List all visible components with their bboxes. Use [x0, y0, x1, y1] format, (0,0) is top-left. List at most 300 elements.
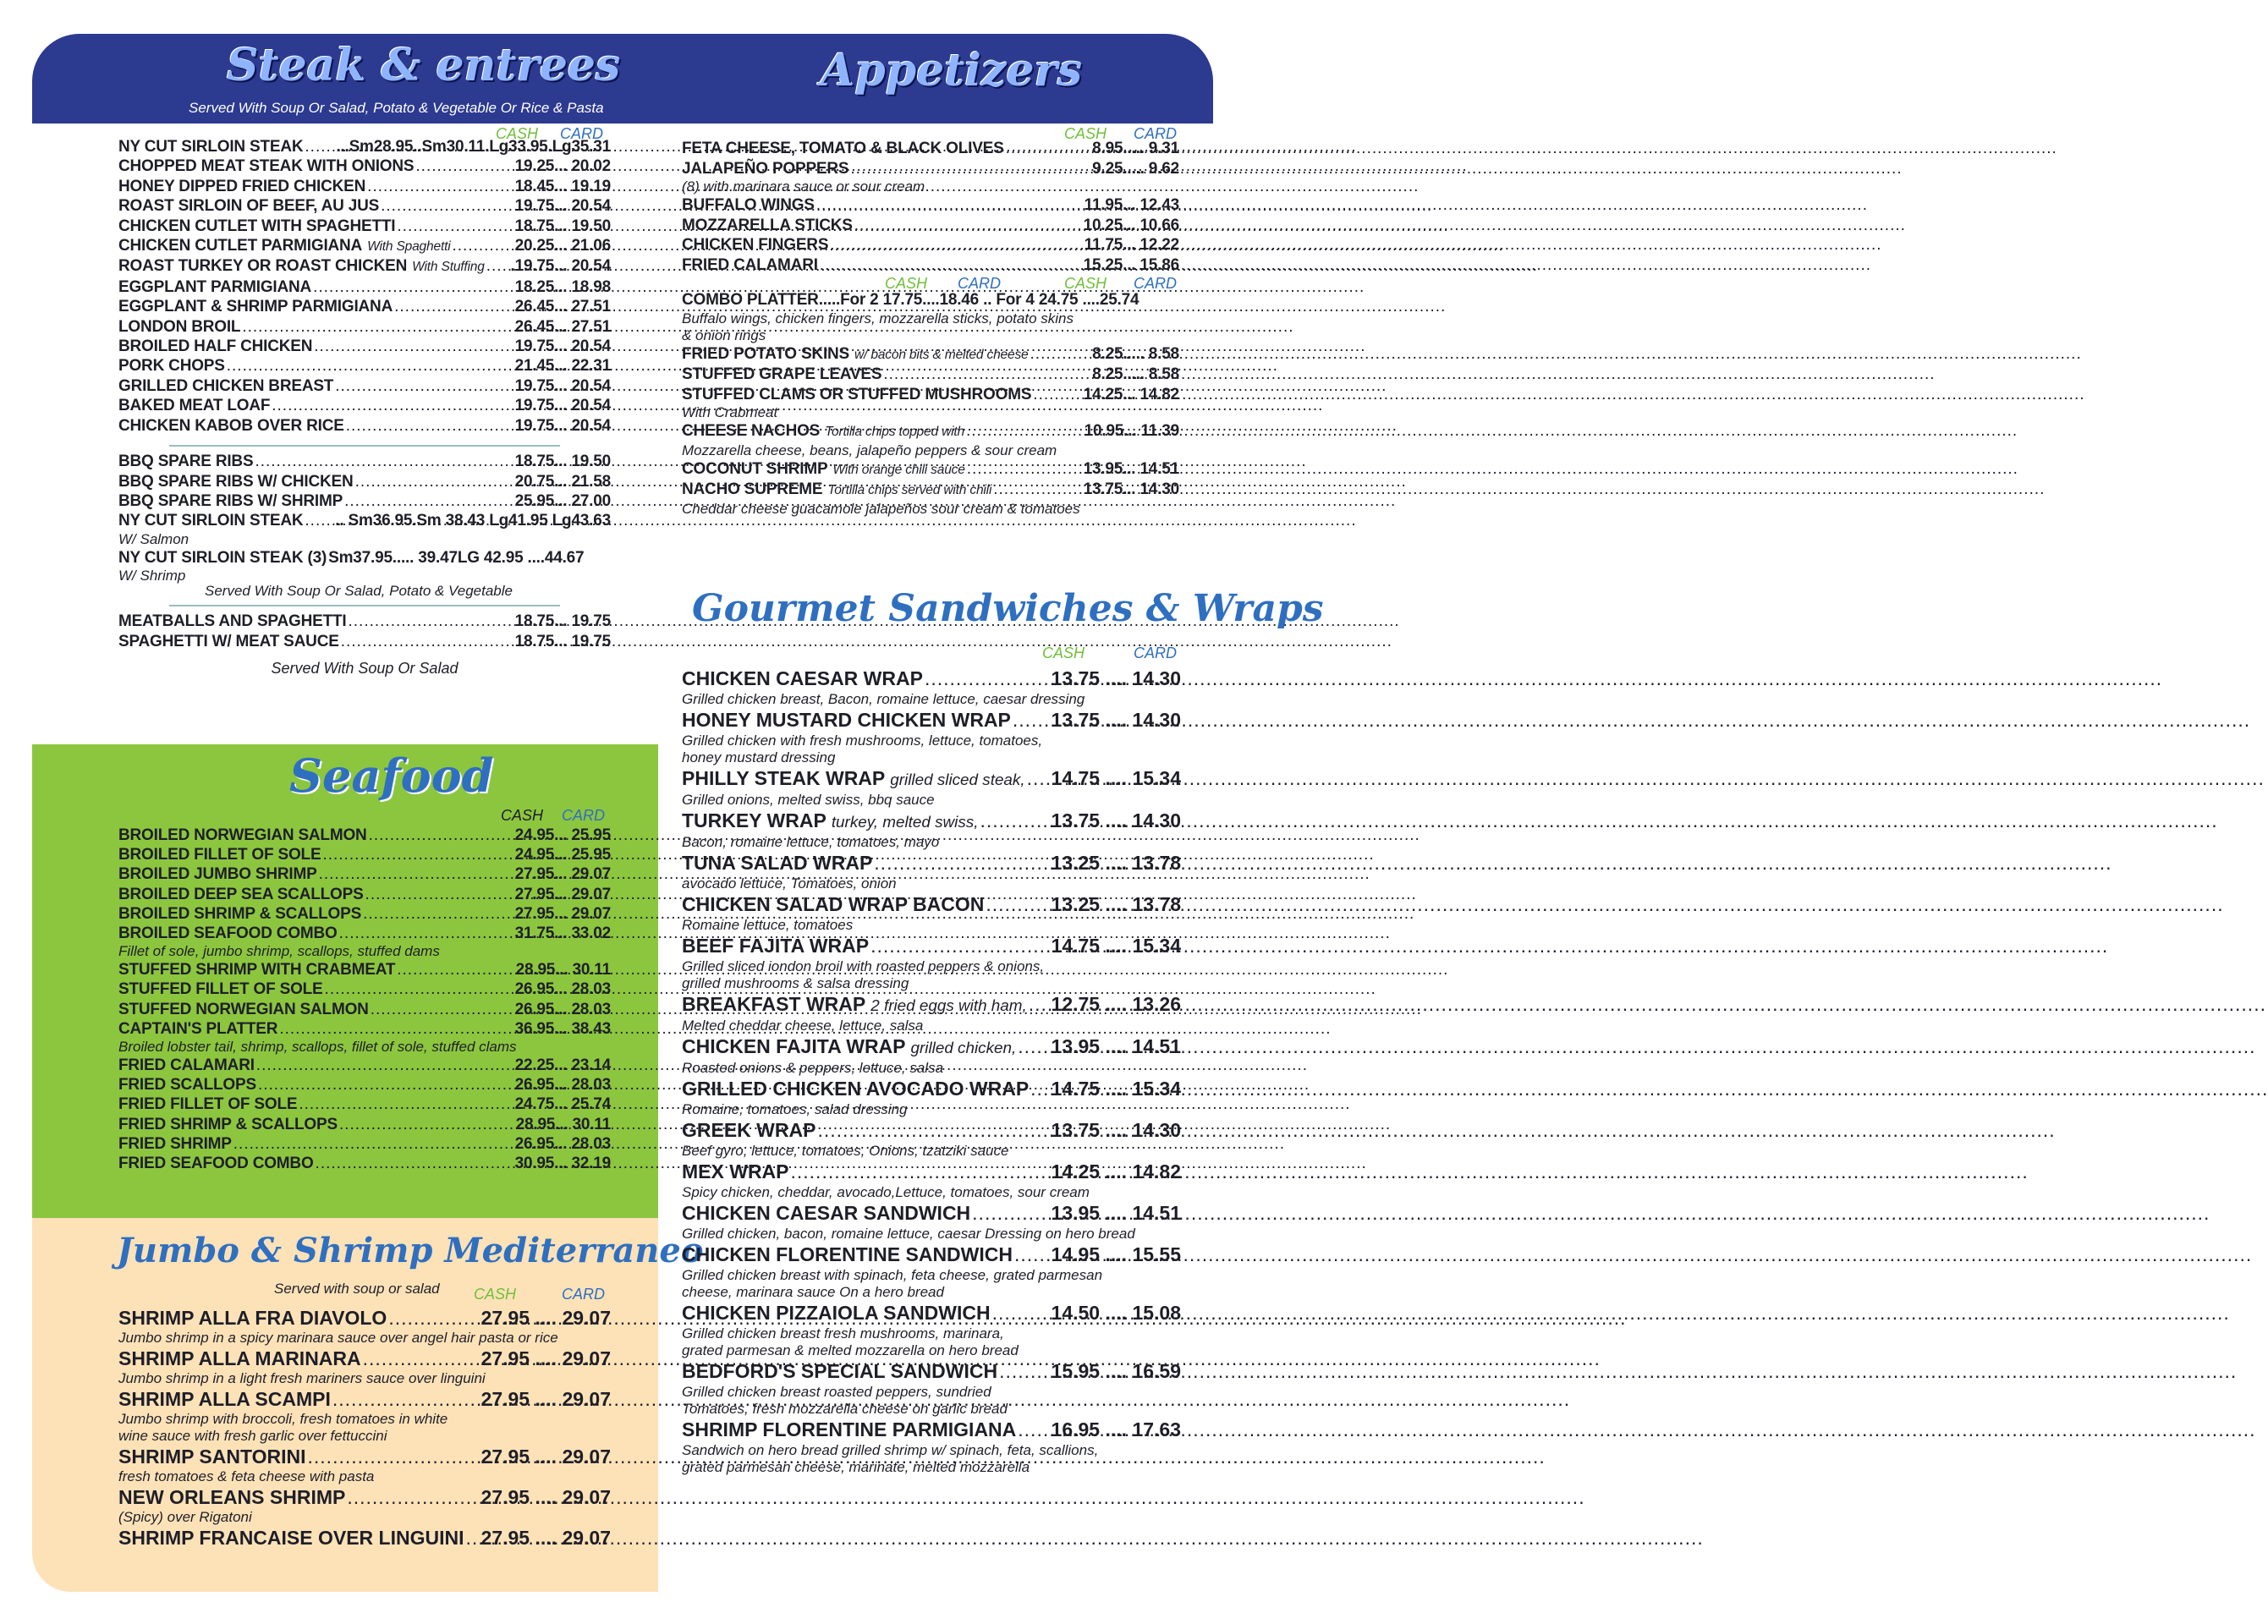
item-price: 15.25... 15.86 [1083, 255, 1179, 274]
item-price: 24.95... 25.95 [514, 846, 611, 864]
item-name: CAPTAIN'S PLATTER [118, 1019, 278, 1038]
item-price: 15.95 .... 16.59 [1051, 1360, 1181, 1382]
menu-item [118, 1115, 611, 1134]
item-price: 10.25... 10.66 [1083, 216, 1179, 234]
appetizers-group-4 [682, 459, 1179, 501]
steak-entrees-subtitle: Served With Soup Or Salad, Potato & Vegetable Or Rice & Pasta [189, 100, 604, 116]
leader-dots [854, 216, 1082, 236]
menu-item [682, 459, 1179, 480]
appetizers-group-3 [682, 344, 1179, 405]
leader-dots [993, 480, 1081, 500]
leader-dots [967, 459, 1082, 480]
menu-item [118, 632, 611, 651]
item-name: CHICKEN CUTLET PARMIGIANA [118, 237, 363, 255]
leader-dots [1030, 344, 1091, 365]
menu-item [682, 216, 1179, 236]
item-price: 13.95 .... 14.51 [1051, 1202, 1181, 1224]
item-price: 10.95... 11.39 [1084, 422, 1179, 440]
leader-dots [299, 1095, 513, 1114]
menu-item [682, 1160, 1181, 1184]
item-name: BBQ SPARE RIBS W/ SHRIMP [118, 491, 343, 510]
menu-item [682, 766, 1181, 792]
item-price: 26.45... 27.51 [514, 317, 611, 336]
item-note: w/ bacon bits & melted cheese [854, 347, 1029, 362]
appetizers-title: Appetizers [821, 45, 1083, 96]
cash-label: CASH [496, 125, 539, 142]
item-price: 13.75 .... 14.30 [1051, 809, 1181, 831]
cash-label: CASH [1042, 645, 1085, 661]
leader-dots [397, 217, 513, 236]
item-price: 30.95... 32.19 [514, 1155, 611, 1173]
item-note: Tortilla chips served with chili [827, 483, 992, 497]
leader-dots [325, 979, 513, 999]
header-banner [32, 34, 1213, 123]
menu-item [682, 851, 1181, 875]
item-price: 27.95 .... 29.07 [481, 1446, 611, 1468]
menu-item [682, 667, 1181, 691]
item-description: Jumbo shrimp in a light fresh mariners sauce over linguini [118, 1370, 486, 1386]
item-description: With Crabmeat [682, 404, 778, 420]
menu-item [118, 1347, 611, 1370]
seafood-section [118, 807, 611, 1173]
leader-dots [227, 356, 513, 376]
leader-dots [335, 376, 513, 396]
item-description: Grilled chicken breast with spinach, feta cheese, grated parmesan [682, 1267, 1103, 1283]
menu-item [682, 892, 1181, 917]
item-price: 14.75 .... 15.34 [1051, 1078, 1181, 1100]
item-price: 9.25..... 9.62 [1092, 159, 1179, 178]
steak-group-1 [118, 137, 611, 436]
item-price: 27.95... 29.07 [514, 885, 611, 903]
leader-dots [255, 452, 513, 471]
item-price: 13.95... 14.51 [1083, 459, 1179, 478]
item-description: Grilled chicken breast fresh mushrooms, marinara, [682, 1325, 1004, 1341]
item-name: HONEY MUSTARD CHICKEN WRAP [682, 709, 1011, 731]
menu-item [118, 885, 611, 904]
item-name: SHRIMP FRANCAISE OVER LINGUINI [118, 1527, 464, 1549]
item-name: ROAST TURKEY OR ROAST CHICKEN [118, 257, 408, 276]
leader-dots [369, 826, 513, 845]
item-name: STUFFED NORWEGIAN SALMON [118, 1000, 369, 1018]
menu-item [118, 1000, 611, 1019]
item-price: ...Sm28.95..Sm30.11.Lg33.95.Lg35.31 [336, 138, 611, 156]
item-price: 26.95... 28.03 [514, 980, 611, 999]
item-price: 18.75... 19.75 [514, 632, 611, 650]
price-header [118, 125, 611, 142]
leader-dots [363, 904, 513, 924]
menu-item [682, 1243, 1181, 1267]
item-description: Mozzarella cheese, beans, jalapeño peppers & sour cream [682, 442, 1057, 458]
menu-item [118, 1526, 611, 1550]
leader-dots [258, 1075, 513, 1095]
item-price: 26.95... 28.03 [514, 1076, 611, 1095]
leader-dots [883, 365, 1090, 385]
menu-item [682, 1418, 1181, 1442]
seafood-group-1 [118, 826, 611, 943]
item-name: SPAGHETTI W/ MEAT SAUCE [118, 632, 339, 650]
item-description: Tomatoes, fresh mozzarella cheese on garlic bread [682, 1401, 1008, 1417]
item-name: SHRIMP ALLA SCAMPI [118, 1388, 331, 1410]
leader-dots [1014, 1243, 1050, 1267]
leader-dots [972, 1201, 1049, 1226]
item-name: NY CUT SIRLOIN STEAK (3) [118, 548, 327, 567]
item-name: BEEF FAJITA WRAP [682, 935, 870, 957]
menu-item [118, 548, 611, 568]
price-header [118, 807, 611, 824]
menu-item [682, 1077, 1181, 1101]
menu-item [682, 255, 1179, 276]
item-description: Grilled chicken with fresh mushrooms, lettuce, tomatoes, [682, 732, 1043, 749]
menu-item [118, 511, 611, 530]
seafood-group-3 [118, 1056, 611, 1173]
item-description: Grilled sliced iondon broil with roasted peppers & onions, [682, 958, 1045, 974]
item-price: 27.95 .... 29.07 [481, 1307, 611, 1329]
menu-item [118, 177, 611, 196]
steak-entrees-title: Steak & entrees [227, 40, 621, 91]
item-description: Grilled chicken, bacon, romaine lettuce, caesar Dressing on hero bread [682, 1226, 1135, 1242]
leader-dots [1027, 766, 1050, 791]
card-label: CARD [1134, 275, 1178, 292]
item-name: FRIED SEAFOOD COMBO [118, 1155, 314, 1173]
leader-dots [870, 934, 1049, 958]
menu-item [118, 1019, 611, 1039]
item-note: grilled sliced steak, [890, 771, 1025, 788]
item-price: .....For 2 17.75....18.46 .. For 4 24.75 ....25.74 [818, 291, 1139, 309]
price-header [682, 125, 1179, 142]
item-description: cheese, marinara sauce On a hero bread [682, 1284, 944, 1300]
served-note: Served With Soup Or Salad, Potato & Vegetable [205, 583, 513, 600]
menu-item [682, 344, 1179, 365]
seafood-group-2 [118, 960, 611, 1039]
item-price: 27.95 .... 29.07 [481, 1527, 611, 1549]
served-note: Served With Soup Or Salad [271, 659, 459, 677]
item-description: Jumbo shrimp in a spicy marinara sauce over angel hair pasta or rice [118, 1330, 558, 1346]
leader-dots [272, 396, 513, 415]
menu-item [682, 1118, 1181, 1143]
item-name: CHOPPED MEAT STEAK WITH ONIONS [118, 157, 415, 176]
menu-item [682, 708, 1181, 732]
menu-item [118, 1485, 611, 1509]
item-name: PHILLY STEAK WRAP [682, 767, 886, 789]
item-description: Beef gyro, lettuce, tomatoes, Onions, tzatziki sauce [682, 1143, 1009, 1159]
menu-item [682, 1034, 1181, 1060]
item-price: 26.95... 28.03 [514, 1000, 611, 1018]
item-name: BROILED JUMBO SHRIMP [118, 865, 317, 884]
item-price: 8.25..... 8.58 [1092, 365, 1179, 383]
item-price: 11.95... 12.43 [1084, 196, 1179, 214]
item-description: & onion rings [682, 326, 766, 343]
leader-dots [817, 1118, 1049, 1143]
item-price: 14.95 .... 15.55 [1051, 1243, 1181, 1265]
item-name: NY CUT SIRLOIN STEAK [118, 138, 304, 156]
leader-dots [820, 255, 1082, 276]
leader-dots [344, 491, 513, 511]
cash-label: CASH [474, 1286, 517, 1303]
item-price: 8.95..... 9.31 [1092, 140, 1179, 157]
card-label: CARD [562, 807, 606, 824]
item-note: 2 fried eggs with ham, [870, 996, 1027, 1014]
item-name: CHICKEN CAESAR SANDWICH [682, 1202, 971, 1224]
item-name: CHICKEN FAJITA WRAP [682, 1035, 906, 1057]
leader-dots [980, 809, 1049, 833]
menu-item [118, 1387, 611, 1411]
item-price: 13.75 .... 14.30 [1051, 667, 1181, 689]
item-name: CHICKEN CUTLET WITH SPAGHETTI [118, 217, 396, 235]
item-price: 28.95... 30.11 [515, 1115, 611, 1133]
leader-dots [346, 416, 513, 436]
leader-dots [305, 511, 333, 530]
item-name: COMBO PLATTER [682, 291, 819, 309]
item-note: Tortilla chips topped with [825, 425, 964, 439]
item-name: SHRIMP ALLA FRA DIAVOLO [118, 1307, 387, 1329]
leader-dots [341, 632, 513, 651]
item-name: EGGPLANT PARMIGIANA [118, 277, 312, 296]
item-price: 13.25 .... 13.78 [1051, 893, 1181, 915]
item-name: GREEK WRAP [682, 1119, 816, 1141]
cash-label: CASH [1064, 275, 1107, 292]
menu-item [682, 1201, 1181, 1226]
item-name: COCONUT SHRIMP [682, 459, 828, 478]
leader-dots [363, 1347, 480, 1370]
leader-dots [992, 1301, 1050, 1325]
menu-item [118, 826, 611, 845]
item-note: grilled chicken, [910, 1039, 1017, 1056]
menu-item [682, 1359, 1181, 1384]
leader-dots [874, 851, 1049, 875]
item-description: honey mustard dressing [682, 749, 836, 765]
item-name: CHICKEN PIZZAIOLA SANDWICH [682, 1302, 991, 1324]
leader-dots [355, 472, 513, 491]
item-name: STUFFED CLAMS OR STUFFED MUSHROOMS [682, 385, 1032, 403]
leader-dots [381, 196, 513, 216]
menu-item [682, 480, 1179, 501]
menu-item [682, 159, 1179, 179]
item-description: avocado lettuce, Tomatoes, onion [682, 875, 897, 892]
menu-item [118, 472, 611, 491]
item-price: 36.95... 38.43 [514, 1019, 611, 1038]
item-description: Broiled lobster tail, shrimp, scallops, fillet of sole, stuffed clams [118, 1039, 517, 1056]
menu-item [118, 1075, 611, 1095]
leader-dots [966, 421, 1083, 442]
item-name: SHRIMP FLORENTINE PARMIGIANA [682, 1418, 1017, 1440]
item-description: (Spicy) over Rigatoni [118, 1509, 252, 1525]
menu-item [118, 452, 611, 471]
leader-dots [314, 337, 513, 356]
menu-item [682, 1301, 1181, 1325]
leader-dots [279, 1019, 513, 1039]
item-price: 27.95... 29.07 [514, 865, 611, 884]
menu-item [118, 356, 611, 376]
menu-item [118, 217, 611, 236]
item-name: BEDFORD'S SPECIAL SANDWICH [682, 1360, 998, 1382]
steak-entrees-section [118, 125, 611, 678]
price-header [682, 645, 1181, 665]
item-price: 14.50 .... 15.08 [1051, 1302, 1181, 1324]
item-name: BUFFALO WINGS [682, 196, 815, 214]
sandwiches-wraps-title: Gourmet Sandwiches & Wraps [692, 587, 1324, 630]
leader-dots [850, 159, 1090, 179]
item-name: MEATBALLS AND SPAGHETTI [118, 612, 347, 631]
leader-dots [388, 1306, 479, 1330]
item-price: 14.25... 14.82 [1083, 385, 1179, 403]
item-name: CHICKEN CAESAR WRAP [682, 667, 923, 689]
item-price: 14.75 .... 15.34 [1051, 767, 1181, 789]
item-description: (8) with marinara sauce or sour cream [682, 178, 925, 195]
leader-dots [486, 256, 509, 276]
item-price: 13.95 .... 14.51 [1051, 1035, 1181, 1057]
menu-item [118, 236, 611, 256]
leader-dots [1018, 1418, 1049, 1442]
menu-item [118, 196, 611, 216]
item-price: 13.75 .... 14.30 [1051, 709, 1181, 731]
item-note: With Spaghetti [367, 239, 451, 255]
item-description: Buffalo wings, chicken fingers, mozzarella sticks, potato skins [682, 310, 1074, 326]
item-price: 11.75... 12.22 [1084, 236, 1179, 254]
leader-dots [242, 317, 513, 337]
item-description: Grilled chicken breast, Bacon, romaine lettuce, caesar dressing [682, 691, 1085, 707]
item-description: Spicy chicken, cheddar, avocado,Lettuce, tomatoes, sour cream [682, 1184, 1090, 1200]
item-name: SHRIMP ALLA MARINARA [118, 1347, 361, 1369]
leader-dots [256, 1056, 513, 1075]
item-name: BBQ SPARE RIBS W/ CHICKEN [118, 472, 354, 491]
item-description: grated parmesan & melted mozzarella on hero bread [682, 1342, 1019, 1358]
steak-group-3 [118, 612, 611, 651]
menu-item [682, 421, 1179, 442]
sandwiches-wraps-section [682, 645, 1181, 1476]
item-price: 25.95... 27.00 [514, 491, 611, 510]
price-header [118, 1281, 611, 1301]
price-header [682, 275, 1179, 292]
item-name: STUFFED GRAPE LEAVES [682, 365, 882, 383]
item-description: grated parmesan cheese, marinate, melted mozzarella [682, 1459, 1030, 1475]
menu-item [682, 365, 1179, 385]
leader-dots [925, 667, 1050, 691]
item-name: NACHO SUPREME [682, 480, 823, 498]
item-price: 24.95... 25.95 [514, 826, 611, 844]
item-price: 27.95 .... 29.07 [481, 1486, 611, 1508]
menu-item [118, 924, 611, 943]
leader-dots [371, 1000, 513, 1019]
item-name: SHRIMP SANTORINI [118, 1446, 306, 1468]
appetizers-group-2 [682, 195, 1179, 275]
menu-item [118, 1306, 611, 1330]
item-name: JALAPEÑO POPPERS [682, 159, 849, 178]
item-name: NY CUT SIRLOIN STEAK [118, 512, 304, 530]
item-name: STUFFED FILLET OF SOLE [118, 980, 323, 999]
item-price: 31.75... 33.02 [514, 924, 611, 943]
item-price: 19.75... 20.54 [514, 197, 611, 216]
item-name: MEX WRAP [682, 1160, 789, 1182]
menu-item [682, 385, 1179, 405]
leader-dots [816, 195, 1083, 216]
item-price: 13.75... 14.30 [1083, 480, 1179, 498]
item-name: FRIED CALAMARI [682, 255, 818, 274]
item-name: LONDON BROIL [118, 317, 241, 336]
item-description: grilled mushrooms & salsa dressing [682, 975, 909, 991]
item-price: 18.75... 19.50 [514, 217, 611, 235]
item-name: BAKED MEAT LOAF [118, 397, 271, 415]
item-price: 18.75... 19.75 [514, 612, 611, 631]
item-name: FRIED SCALLOPS [118, 1076, 256, 1095]
menu-item [682, 934, 1181, 958]
menu-item [118, 317, 611, 337]
leader-dots [466, 1526, 480, 1550]
item-price: 13.75 .... 14.30 [1051, 1119, 1181, 1141]
leader-dots [415, 156, 513, 176]
leader-dots [332, 1387, 480, 1411]
item-price: 20.25... 21.06 [514, 237, 611, 255]
item-price: 14.25 .... 14.82 [1051, 1160, 1181, 1182]
item-description: wine sauce with fresh garlic over fettuccini [118, 1428, 387, 1444]
item-name: HONEY DIPPED FRIED CHICKEN [118, 177, 366, 195]
shrimp-note: W/ Shrimp [118, 568, 186, 584]
item-name: ROAST SIRLOIN OF BEEF, AU JUS [118, 197, 380, 216]
card-label: CARD [1134, 645, 1178, 661]
item-description: Romaine, tomatoes, salad dressing [682, 1101, 908, 1117]
sandwiches-wraps-list [682, 667, 1181, 1476]
item-name: CHICKEN FINGERS [682, 236, 829, 254]
card-label: CARD [560, 125, 604, 142]
item-name: BROILED SHRIMP & SCALLOPS [118, 904, 362, 923]
menu-item [118, 1134, 611, 1154]
item-name: BROILED NORWEGIAN SALMON [118, 826, 367, 844]
menu-item [682, 235, 1179, 255]
leader-dots [348, 612, 513, 631]
steak-group-2 [118, 452, 611, 531]
card-label: CARD [1134, 125, 1178, 142]
item-name: BROILED SEAFOOD COMBO [118, 924, 338, 943]
leader-dots [452, 236, 513, 255]
item-name: MOZZARELLA STICKS [682, 216, 853, 234]
item-name: FRIED SHRIMP & SCALLOPS [118, 1115, 338, 1133]
menu-item [118, 845, 611, 864]
menu-item [118, 960, 611, 979]
menu-item [118, 864, 611, 884]
leader-dots [830, 235, 1082, 255]
menu-item [118, 337, 611, 356]
item-price: 19.25... 20.02 [514, 157, 611, 176]
leader-dots [313, 277, 513, 297]
menu-item [118, 277, 611, 297]
item-description: Romaine lettuce, tomatoes [682, 917, 854, 933]
card-label: CARD [562, 1286, 606, 1303]
leader-dots [394, 297, 513, 316]
item-price: 27.95 .... 29.07 [481, 1347, 611, 1369]
menu-item [118, 1445, 611, 1468]
item-price: 26.45... 27.51 [514, 298, 611, 316]
item-name: BROILED FILLET OF SOLE [118, 846, 321, 864]
appetizers-section [682, 125, 1179, 518]
leader-dots [322, 845, 513, 864]
item-price: .. Sm36.95.Sm 38.43 Lg41.95 Lg43.63 [335, 512, 611, 530]
divider [169, 605, 560, 606]
item-name: EGGPLANT & SHRIMP PARMIGIANA [118, 298, 393, 316]
item-price: 27.95 .... 29.07 [481, 1388, 611, 1410]
leader-dots [999, 1359, 1049, 1384]
item-name: FRIED CALAMARI [118, 1056, 255, 1075]
menu-item [118, 979, 611, 999]
item-name: BROILED HALF CHICKEN [118, 337, 313, 356]
menu-item [118, 396, 611, 415]
item-price: 22.25... 23.14 [514, 1056, 611, 1075]
menu-item [118, 256, 611, 277]
item-description: Grilled chicken breast roasted peppers, sundried [682, 1384, 991, 1400]
item-price: 26.95... 28.03 [514, 1134, 611, 1153]
item-name: CHEESE NACHOS [682, 422, 821, 440]
item-name: TURKEY WRAP [682, 809, 826, 831]
item-name: FETA CHEESE, TOMATO & BLACK OLIVES [682, 140, 1004, 157]
item-note: With Stuffing [412, 260, 485, 275]
